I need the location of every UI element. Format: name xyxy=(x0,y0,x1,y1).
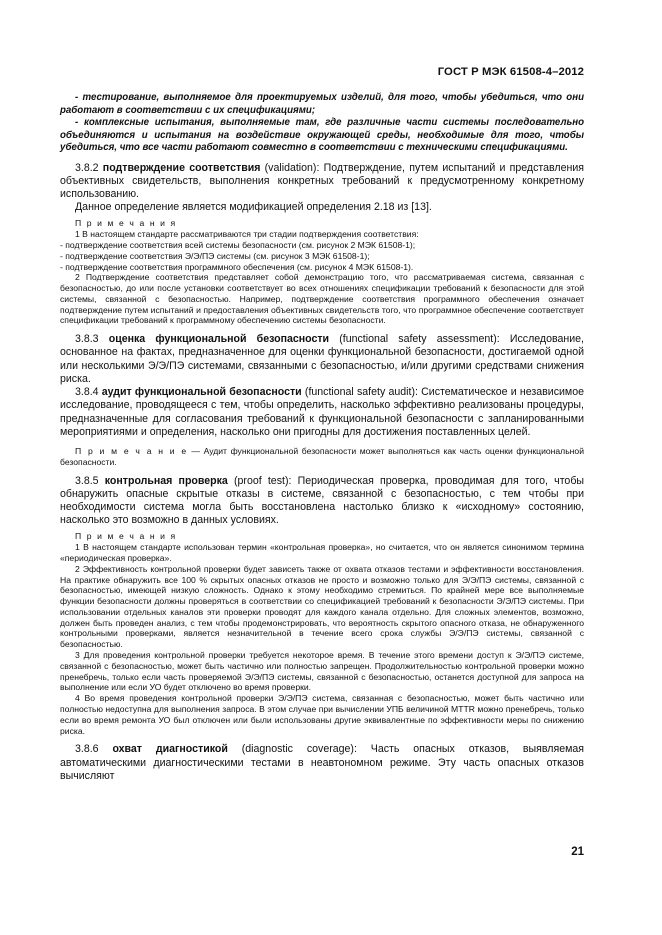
note-item: 1 В настоящем стандарте рассматриваются три стадии подтверждения соответствия: xyxy=(75,229,419,240)
definition-3-8-2-source: Данное определение является модификацией определения 2.18 из [13]. xyxy=(75,201,432,214)
clause-number: 3.8.2 xyxy=(75,161,99,174)
term: контрольная проверка xyxy=(104,474,228,487)
note-item: 4 Во время проведения контрольной проверки Э/Э/ПЭ система, связанная с безопасностью, может быть частично или полностью недоступна для выполнения запроса. В этом случае при вычислении УПБ величиной MTTR можно пренебречь, только если во время ремонта УО был отключен или были использованы другие эквивалентные по эффективности меры по снижению риска. xyxy=(60,693,584,736)
definition-3-8-6 xyxy=(60,743,584,783)
clause-number: 3.8.4 xyxy=(75,386,99,399)
definition-text: (functional safety assessment): Исследование, основанное на фактах, предназначенное для оценки функциональной безопасности, достигаемой одной или несколькими Э/Э/ПЭ системами, связанными с безопасностью, и/или другими средствами снижения риска. xyxy=(60,333,584,385)
note-label: П р и м е ч а н и е xyxy=(75,445,188,456)
definition-3-8-3 xyxy=(60,333,584,386)
note-item: 2 Подтверждение соответствия представляет собой демонстрацию того, что рассматриваемая система, связанная с безопасностью, до или после установки соответствует во всех отношениях спецификации требований к безопасности для этой системы, связанной с безопасностью. Например, подтверждение соответствия программного обеспечения означает подтверждение путем испытаний и предоставления объективных свидетельств того, что программное обеспечение соответствует спецификации требований к программному обеспечению системы безопасности. xyxy=(60,272,584,326)
clause-number: 3.8.6 xyxy=(75,743,99,756)
definition-text: (diagnostic coverage): Часть опасных отказов, выявляемая автоматическими диагностическими тестами в неавтономном режиме. Эту часть опасных отказов вычисляют xyxy=(60,743,584,782)
definition-3-8-2 xyxy=(60,162,584,202)
note-item: - подтверждение соответствия Э/Э/ПЭ системы (см. рисунок 3 МЭК 61508-1); xyxy=(60,250,370,261)
document-body xyxy=(60,92,584,783)
definition-text: (proof test): Периодическая проверка, проводимая для того, чтобы обнаружить опасные скрытые отказы в системе, связанной с безопасностью, с тем чтобы при необходимости система могла быть восстановлена настолько близко к «исходному» состоянию, насколько это возможно в данных условиях. xyxy=(60,474,585,527)
definition-3-8-4 xyxy=(60,386,584,439)
note-item: 2 Эффективность контрольной проверки будет зависеть также от охвата отказов тестами и эффективности восстановления. На практике обнаружить все 100 % скрытых опасных отказов не просто и возможно только для Э/Э/ПЭ системы, связанной с безопасностью, имеющей низкую сложность. Однако к этому необходимо стремиться. По крайней мере все выполняемые функции безопасности должны проверяться в соответствии со спецификацией требований к безопасности Э/Э/ПЭ системы. При использовании отдельных каналов эти проверки проводят для каждого канала отдельно. Для сложных элементов, возможно, должен быть проведен анализ, с тем чтобы продемонстрировать, что вероятность скрытого опасного отказа, не обнаруженного контрольными проверками, является незначительной в течение всего срока службы Э/Э/ПЭ системы, связанной с безопасностью. xyxy=(60,563,584,650)
document-header: ГОСТ Р МЭК 61508-4–2012 xyxy=(437,66,584,78)
page-number: 21 xyxy=(571,846,584,858)
definition-text: (functional safety audit): Систематическое и независимое исследование, проводящееся с тем, чтобы определить, насколько эффективно реализованы процедуры, предназначенные для согласования требований к функциональной безопасности с запланированными мероприятиями и определения, насколько они пригодны для достижения поставленных целей. xyxy=(60,386,584,438)
notes-heading: П р и м е ч а н и я xyxy=(75,218,177,229)
note-item: - подтверждение соответствия всей системы безопасности (см. рисунок 2 МЭК 61508-1); xyxy=(60,239,416,250)
note-item: - подтверждение соответствия программного обеспечения (см. рисунок 4 МЭК 61508-1). xyxy=(60,261,414,272)
intro-item-integration: - комплексные испытания, выполняемые там, где различные части системы последовательно объединяются и испытания на воздействие окружающей среды, необходимые для того, чтобы убедиться, что все части работают совместно в соответствии с техническими спецификациями. xyxy=(60,117,584,153)
clause-number: 3.8.5 xyxy=(75,474,99,487)
note-text: — Аудит функциональной безопасности может выполняться как часть оценки функциональной безопасности. xyxy=(60,445,584,467)
definition-text: (validation): Подтверждение, путем испытаний и представления объективных свидетельств, выполнения конкретных требований к предусмотренному конкретному использованию. xyxy=(60,161,584,200)
term: подтверждение соответствия xyxy=(102,161,261,174)
term: охват диагностикой xyxy=(112,743,228,756)
note-item: 1 В настоящем стандарте использован термин «контрольная проверка», но считается, что он является синонимом термина «периодическая проверка». xyxy=(60,542,584,563)
intro-item-testing: - тестирование, выполняемое для проектируемых изделий, для того, чтобы убедиться, что они работают в соответствии с их спецификациями; xyxy=(60,92,584,116)
note-3-8-4 xyxy=(60,446,584,468)
definition-3-8-5 xyxy=(60,475,584,528)
term: оценка функциональной безопасности xyxy=(108,333,330,346)
note-item: 3 Для проведения контрольной проверки требуется некоторое время. В течение этого времени доступ к Э/Э/ПЭ системе, связанной с безопасностью, может быть частично или полностью запрещен. Продолжительностью контрольной проверки можно пренебречь, только если часть проверяемой Э/Э/ПЭ системы, связанной с безопасностью, останется доступной для запроса на выполнение или если УО будет отключено во время проверки. xyxy=(60,650,584,693)
notes-heading: П р и м е ч а н и я xyxy=(75,531,177,542)
term: аудит функциональной безопасности xyxy=(101,386,302,399)
clause-number: 3.8.3 xyxy=(75,333,99,346)
